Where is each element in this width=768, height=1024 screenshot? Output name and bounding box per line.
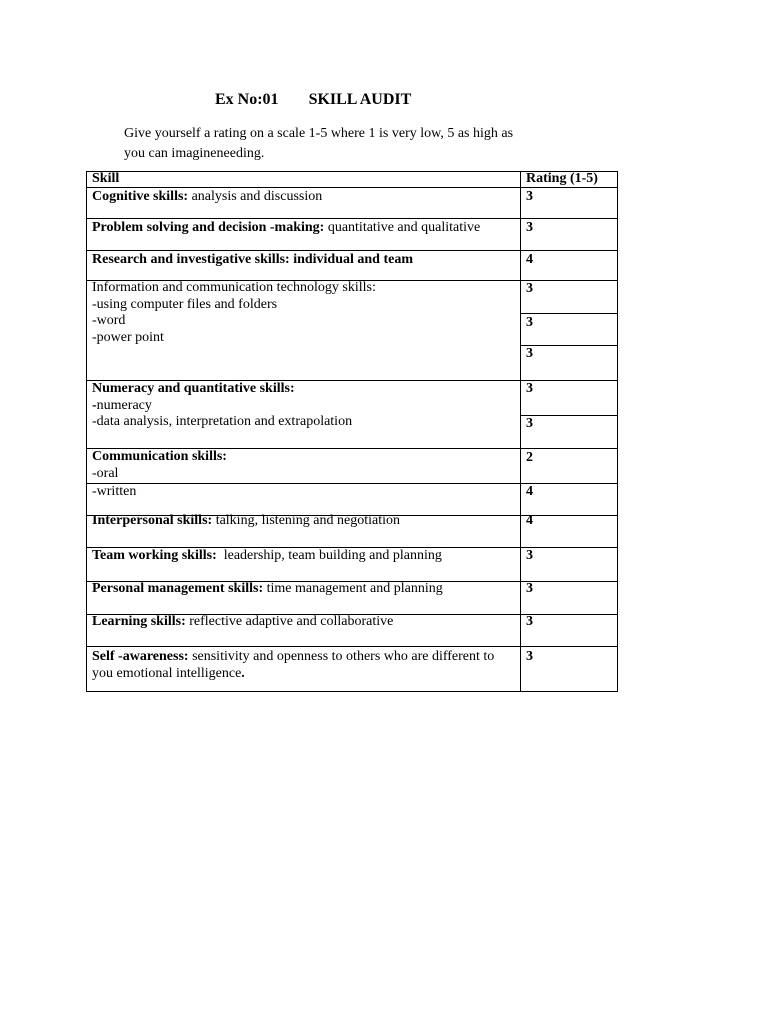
table-row: -written <box>92 484 137 499</box>
table-row: Team working skills: leadership, team building and planning <box>92 548 442 563</box>
rating-value: 3 <box>526 381 533 396</box>
rating-value: 4 <box>526 513 533 528</box>
table-row: Research and investigative skills: individual and team <box>92 252 414 267</box>
rating-value: 3 <box>526 581 533 596</box>
rating-value: 3 <box>526 614 533 629</box>
table-row: Interpersonal skills: talking, listening and negotiation <box>92 513 400 528</box>
instructions: Give yourself a rating on a scale 1-5 where 1 is very low, 5 as high as you can imagineneeding. <box>124 126 514 161</box>
table-row: Learning skills: reflective adaptive and collaborative <box>92 614 394 629</box>
table-row: Communication skills: -oral <box>92 449 227 481</box>
skill-audit-table <box>86 171 618 692</box>
table-row: Problem solving and decision -making: quantitative and qualitative <box>92 220 481 235</box>
rating-value: 3 <box>526 189 533 204</box>
table-row: Cognitive skills: analysis and discussion <box>92 189 323 204</box>
rating-value: 3 <box>526 220 533 235</box>
table-row: Numeracy and quantitative skills: -numeracy -data analysis, interpretation and extrapolation <box>92 381 353 429</box>
table-row: Self -awareness: sensitivity and openness to others who are different to you emotional intelligence. <box>92 649 495 681</box>
header-skill: Skill <box>92 171 120 186</box>
rating-value: 2 <box>526 450 533 465</box>
table-row: Information and communication technology skills: -using computer files and folders -word -power point <box>92 280 376 345</box>
rating-value: 4 <box>526 252 533 267</box>
rating-value: 3 <box>526 649 533 664</box>
rating-value: 3 <box>526 548 533 563</box>
rating-value: 4 <box>526 484 533 499</box>
audit-heading: SKILL AUDIT <box>308 91 412 108</box>
rating-value: 3 <box>526 315 533 330</box>
exercise-number: Ex No:01 <box>215 91 279 108</box>
page-title <box>215 91 411 109</box>
header-rating: Rating (1-5) <box>526 171 598 186</box>
rating-value: 3 <box>526 281 533 296</box>
table-row: Personal management skills: time management and planning <box>92 581 443 596</box>
rating-value: 3 <box>526 416 533 431</box>
rating-value: 3 <box>526 346 533 361</box>
